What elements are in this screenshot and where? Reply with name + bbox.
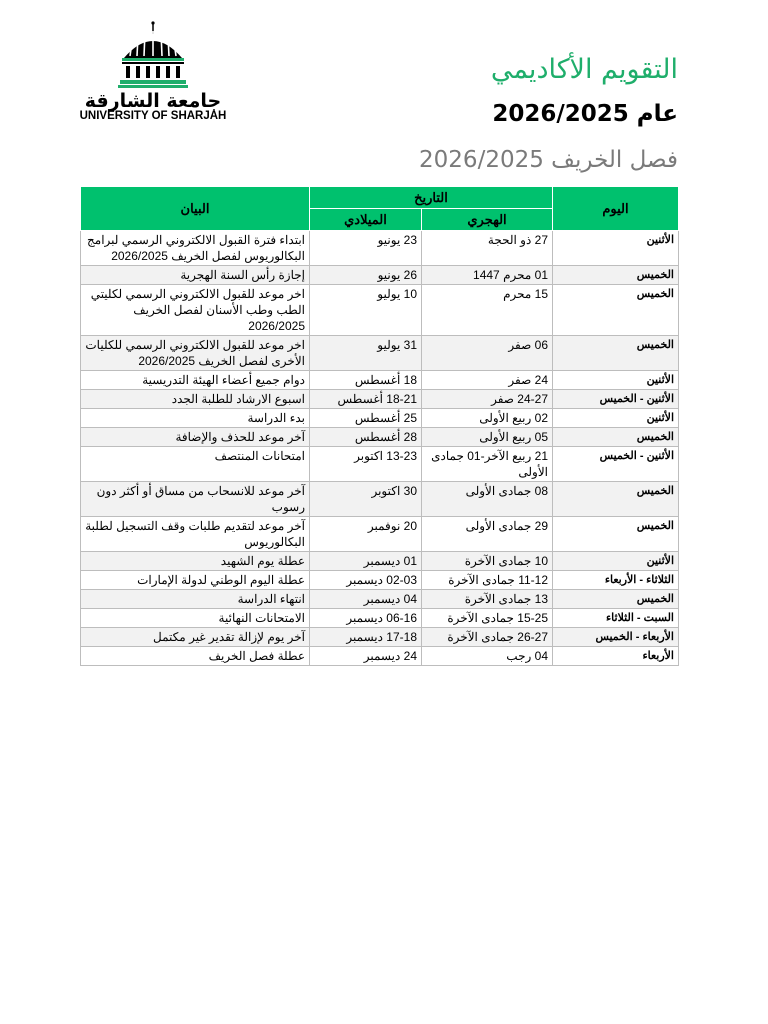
table-row [81,390,679,409]
table-row [81,552,679,571]
day-cell: الأثنين [553,409,679,428]
hijri-date-cell: 24 صفر [422,371,553,390]
hijri-date-cell: 21 ربيع الآخر-01 جمادى الأولى [422,447,553,482]
day-cell: الأثنين [553,552,679,571]
hijri-date-cell: 02 ربيع الأولى [422,409,553,428]
gregorian-date-cell: 28 أغسطس [310,428,422,447]
table-row [81,409,679,428]
header-date: التاريخ [310,187,553,209]
hijri-date-cell: 06 صفر [422,336,553,371]
page-header [419,50,678,180]
table-row [81,647,679,666]
table-row [81,609,679,628]
hijri-date-cell: 15-25 جمادى الآخرة [422,609,553,628]
day-cell: الأثنين [553,371,679,390]
statement-cell: آخر موعد للحذف والإضافة [81,428,310,447]
gregorian-date-cell: 30 اكتوبر [310,482,422,517]
day-cell: الأثنين - الخميس [553,447,679,482]
hijri-date-cell: 01 محرم 1447 [422,266,553,285]
table-row [81,231,679,266]
gregorian-date-cell: 20 نوفمبر [310,517,422,552]
gregorian-date-cell: 25 أغسطس [310,409,422,428]
academic-year: عام 2026/2025 [492,101,678,127]
table-row [81,285,679,336]
day-cell: الخميس [553,482,679,517]
table-row [81,482,679,517]
gregorian-date-cell: 26 يونيو [310,266,422,285]
header-statement: البيان [81,187,310,231]
day-cell: الأثنين [553,231,679,266]
day-cell: الخميس [553,428,679,447]
header-gregorian: الميلادي [310,209,422,231]
statement-cell: اسبوع الارشاد للطلبة الجدد [81,390,310,409]
table-row [81,447,679,482]
statement-cell: آخر موعد للانسحاب من مساق أو أكثر دون رسوب [81,482,310,517]
hijri-date-cell: 29 جمادى الأولى [422,517,553,552]
header-day: اليوم [553,187,679,231]
gregorian-date-cell: 13-23 اكتوبر [310,447,422,482]
table-row [81,571,679,590]
logo-arabic-name: جامعة الشارقة [84,90,222,112]
statement-cell: انتهاء الدراسة [81,590,310,609]
statement-cell: عطلة اليوم الوطني لدولة الإمارات [81,571,310,590]
academic-calendar-table [80,186,679,666]
gregorian-date-cell: 31 يوليو [310,336,422,371]
hijri-date-cell: 08 جمادى الأولى [422,482,553,517]
statement-cell: آخر موعد لتقديم طلبات وقف التسجيل لطلبة البكالوريوس [81,517,310,552]
gregorian-date-cell: 04 ديسمبر [310,590,422,609]
page-title: التقويم الأكاديمي [490,54,678,85]
gregorian-date-cell: 06-16 ديسمبر [310,609,422,628]
gregorian-date-cell: 02-03 ديسمبر [310,571,422,590]
hijri-date-cell: 26-27 جمادى الآخرة [422,628,553,647]
table-row [81,371,679,390]
gregorian-date-cell: 18-21 أغسطس [310,390,422,409]
statement-cell: اخر موعد للقبول الالكتروني الرسمي لكليتي الطب وطب الأسنان لفصل الخريف 2026/2025 [81,285,310,336]
semester-title: فصل الخريف 2026/2025 [419,147,678,173]
gregorian-date-cell: 10 يوليو [310,285,422,336]
gregorian-date-cell: 24 ديسمبر [310,647,422,666]
table-row [81,517,679,552]
day-cell: الثلاثاء - الأربعاء [553,571,679,590]
statement-cell: عطلة يوم الشهيد [81,552,310,571]
day-cell: الأربعاء - الخميس [553,628,679,647]
day-cell: الخميس [553,517,679,552]
hijri-date-cell: 04 رجب [422,647,553,666]
gregorian-date-cell: 23 يونيو [310,231,422,266]
table-row [81,266,679,285]
day-cell: السبت - الثلاثاء [553,609,679,628]
statement-cell: امتحانات المنتصف [81,447,310,482]
dome-logo-icon [114,20,192,92]
table-row [81,628,679,647]
day-cell: الأربعاء [553,647,679,666]
hijri-date-cell: 10 جمادى الآخرة [422,552,553,571]
day-cell: الخميس [553,285,679,336]
calendar-body [81,231,679,666]
day-cell: الخميس [553,590,679,609]
gregorian-date-cell: 17-18 ديسمبر [310,628,422,647]
table-row [81,428,679,447]
header-hijri: الهجري [422,209,553,231]
statement-cell: بدء الدراسة [81,409,310,428]
university-logo [78,20,228,132]
statement-cell: عطلة فصل الخريف [81,647,310,666]
table-row [81,590,679,609]
hijri-date-cell: 11-12 جمادى الآخرة [422,571,553,590]
hijri-date-cell: 13 جمادى الآخرة [422,590,553,609]
gregorian-date-cell: 18 أغسطس [310,371,422,390]
statement-cell: إجازة رأس السنة الهجرية [81,266,310,285]
statement-cell: الامتحانات النهائية [81,609,310,628]
statement-cell: ابتداء فترة القبول الالكتروني الرسمي لبرامج البكالوريوس لفصل الخريف 2026/2025 [81,231,310,266]
day-cell: الخميس [553,266,679,285]
statement-cell: دوام جميع أعضاء الهيئة التدريسية [81,371,310,390]
hijri-date-cell: 15 محرم [422,285,553,336]
gregorian-date-cell: 01 ديسمبر [310,552,422,571]
hijri-date-cell: 05 ربيع الأولى [422,428,553,447]
day-cell: الأثنين - الخميس [553,390,679,409]
statement-cell: اخر موعد للقبول الالكتروني الرسمي للكليات الأخرى لفصل الخريف 2026/2025 [81,336,310,371]
hijri-date-cell: 27 ذو الحجة [422,231,553,266]
hijri-date-cell: 24-27 صفر [422,390,553,409]
statement-cell: آخر يوم لإزالة تقدير غير مكتمل [81,628,310,647]
logo-english-name: UNIVERSITY OF SHARJAH [79,110,227,122]
table-row [81,336,679,371]
day-cell: الخميس [553,336,679,371]
